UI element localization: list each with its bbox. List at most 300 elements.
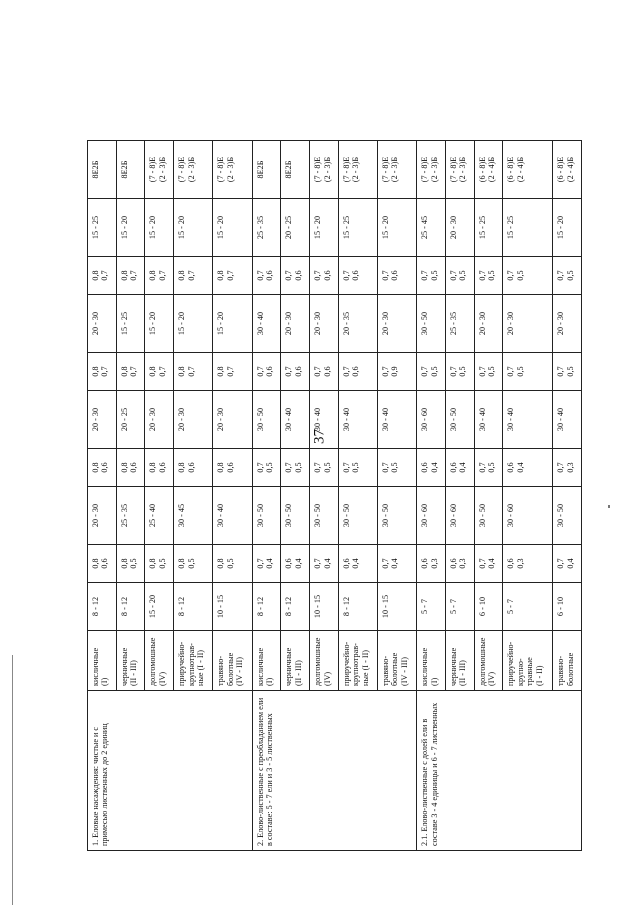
range-cell <box>213 583 252 631</box>
cell-value: (2 - 3)Б <box>322 156 332 183</box>
cell-value: 0,9 <box>390 366 400 377</box>
cell-value: 0,4 <box>515 462 525 473</box>
cell-value: 15 - 25 <box>477 215 487 240</box>
value-cell <box>174 295 213 353</box>
cell-value: 0,6 <box>322 366 332 377</box>
value-cell <box>474 487 503 545</box>
rotated-table-wrapper <box>87 61 582 851</box>
value-cell <box>446 391 475 449</box>
forest-type-line: (I - II) <box>534 665 544 686</box>
cell-value: 0,8 <box>148 366 158 377</box>
range-cell <box>378 583 417 631</box>
range-cell <box>338 583 377 631</box>
range-value: 6 - 10 <box>477 596 487 617</box>
value-cell <box>213 141 252 199</box>
cell-value: 0,6 <box>129 462 139 473</box>
value-cell <box>474 141 503 199</box>
cell-value: 0,7 <box>186 366 196 377</box>
value-cell <box>310 257 339 295</box>
cell-value: 30 - 60 <box>420 503 430 528</box>
value-cell <box>174 257 213 295</box>
range-value: 8 - 12 <box>341 596 351 617</box>
range-value: 8 - 12 <box>119 596 129 617</box>
cell-value: 0,8 <box>216 270 226 281</box>
cell-value: 0,5 <box>565 270 575 281</box>
cell-value: 0,5 <box>487 462 497 473</box>
cell-value: 0,8 <box>148 270 158 281</box>
value-cell <box>503 295 553 353</box>
group-title: 2. Елово-лиственные с преобладанием ели в составе: 5 - 7 ели и 3 - 5 лиственных <box>255 697 275 846</box>
table-body <box>88 61 582 851</box>
value-cell <box>503 449 553 487</box>
forest-type-cell <box>338 631 377 691</box>
cell-value: 0,7 <box>477 462 487 473</box>
value-cell <box>281 257 310 295</box>
value-cell <box>281 199 310 257</box>
forest-type-cell <box>281 631 310 691</box>
cell-value: 20 - 30 <box>91 311 100 336</box>
cell-value: 25 - 40 <box>148 503 158 528</box>
value-cell <box>338 353 377 391</box>
value-cell <box>116 353 145 391</box>
value-cell <box>474 545 503 583</box>
forest-type-line: (IV - III) <box>399 657 409 686</box>
range-cell <box>417 583 446 631</box>
cell-value: 15 - 20 <box>313 215 323 240</box>
value-cell <box>338 487 377 545</box>
cell-value: 0,5 <box>515 270 525 281</box>
cell-value: 0,6 <box>351 366 361 377</box>
table-row <box>88 61 117 851</box>
value-cell <box>417 391 446 449</box>
value-cell <box>145 353 174 391</box>
value-cell <box>310 391 339 449</box>
range-value: 5 - 7 <box>506 599 516 615</box>
forest-type-line: крупнотрав- <box>351 643 361 686</box>
value-cell <box>145 199 174 257</box>
forest-type-line: черничные <box>449 647 459 686</box>
group-title-cell <box>252 691 417 851</box>
forest-type-cell <box>310 631 339 691</box>
cell-value: 0,5 <box>265 462 275 473</box>
cell-value: 20 - 30 <box>216 407 226 432</box>
cell-value: 0,8 <box>119 366 129 377</box>
range-value: 6 - 10 <box>556 596 566 617</box>
value-cell <box>310 141 339 199</box>
range-value: 10 - 15 <box>313 594 323 619</box>
value-cell <box>174 391 213 449</box>
cell-value: 0,8 <box>177 270 187 281</box>
value-cell <box>88 449 117 487</box>
cell-value: (7 - 8)Е <box>313 156 323 183</box>
cell-value: 0,4 <box>265 558 275 569</box>
cell-value: 0,7 <box>313 462 323 473</box>
value-cell <box>252 487 281 545</box>
value-cell <box>213 391 252 449</box>
cell-value: 30 - 60 <box>506 503 516 528</box>
value-cell <box>417 487 446 545</box>
value-cell <box>417 141 446 199</box>
range-value: 10 - 15 <box>381 594 391 619</box>
value-cell <box>338 545 377 583</box>
cell-value: (7 - 8)Е <box>449 156 459 183</box>
value-cell <box>417 199 446 257</box>
forest-type-line: кисличные <box>91 647 100 686</box>
value-cell <box>446 487 475 545</box>
cell-value: 0,6 <box>390 270 400 281</box>
cell-value: 0,3 <box>515 558 525 569</box>
cell-value: 0,6 <box>100 462 110 473</box>
cell-value: 0,5 <box>129 558 139 569</box>
value-cell <box>474 295 503 353</box>
cell-value: 0,8 <box>177 462 187 473</box>
forest-type-line: крупно- <box>515 658 525 686</box>
cell-value: (7 - 8)Е <box>148 156 158 183</box>
forest-type-cell <box>116 631 145 691</box>
cell-value: 20 - 30 <box>313 311 323 336</box>
value-cell <box>281 353 310 391</box>
value-cell <box>446 141 475 199</box>
value-cell <box>503 257 553 295</box>
cell-value: 0,6 <box>420 462 430 473</box>
cell-value: 0,6 <box>449 462 459 473</box>
forest-type-line: приручейно- <box>177 641 187 686</box>
range-cell <box>281 583 310 631</box>
cell-value: 0,5 <box>565 366 575 377</box>
cell-value: 15 - 25 <box>119 311 129 336</box>
forest-type-line: (II - III) <box>129 660 139 686</box>
cell-value: 0,5 <box>322 462 332 473</box>
cell-value: (2 - 3)Б <box>390 156 400 183</box>
value-cell <box>281 487 310 545</box>
value-cell <box>378 391 417 449</box>
cell-value: 0,7 <box>100 270 110 281</box>
value-cell <box>378 353 417 391</box>
value-cell <box>338 257 377 295</box>
value-cell <box>174 487 213 545</box>
value-cell <box>88 295 117 353</box>
value-cell <box>252 449 281 487</box>
value-cell <box>378 487 417 545</box>
cell-value: 0,7 <box>420 366 430 377</box>
cell-value: 0,8 <box>148 462 158 473</box>
cell-value: 0,6 <box>293 366 303 377</box>
forest-type-line: травяно- <box>556 655 566 686</box>
cell-value: 0,5 <box>186 558 196 569</box>
forest-type-line: (I) <box>429 677 439 686</box>
forest-type-line: травные <box>525 657 535 686</box>
forest-type-line: черничные <box>119 647 129 686</box>
value-cell <box>474 257 503 295</box>
cell-value: 8Е2Б <box>91 160 100 179</box>
cell-value: 0,6 <box>186 462 196 473</box>
cell-value: 20 - 30 <box>381 311 391 336</box>
cell-value: 0,8 <box>91 366 100 377</box>
forest-type-cell <box>474 631 503 691</box>
cell-value: 15 - 20 <box>177 215 187 240</box>
value-cell <box>417 295 446 353</box>
value-cell <box>503 391 553 449</box>
cell-value: 0,7 <box>129 270 139 281</box>
cell-value: 0,5 <box>293 462 303 473</box>
cell-value: 0,4 <box>390 558 400 569</box>
range-value: 8 - 12 <box>177 596 187 617</box>
forest-type-line: приручейно- <box>341 641 351 686</box>
cell-value: (7 - 8)Е <box>381 156 391 183</box>
range-cell <box>174 583 213 631</box>
cell-value: 30 - 50 <box>255 407 265 432</box>
cell-value: 0,7 <box>100 366 110 377</box>
cell-value: 0,5 <box>351 462 361 473</box>
range-value: 5 - 7 <box>420 599 430 615</box>
value-cell <box>446 353 475 391</box>
value-cell <box>378 257 417 295</box>
value-cell <box>338 391 377 449</box>
cell-value: 0,7 <box>556 462 566 473</box>
forest-type-line: долгомошные <box>477 637 487 686</box>
range-cell <box>116 583 145 631</box>
range-cell <box>88 583 117 631</box>
cell-value: 0,7 <box>225 366 235 377</box>
cell-value: 15 - 25 <box>506 215 516 240</box>
cell-value: 8Е2Б <box>284 160 294 179</box>
cell-value: 15 - 20 <box>216 215 226 240</box>
cell-value: 0,7 <box>255 462 265 473</box>
forest-type-line: приручейно- <box>506 641 516 686</box>
cell-value: 0,6 <box>420 558 430 569</box>
value-cell <box>145 257 174 295</box>
cell-value: 20 - 25 <box>284 215 294 240</box>
forest-type-cell <box>88 631 117 691</box>
value-cell <box>378 295 417 353</box>
cell-value: (2 - 3)Б <box>429 156 439 183</box>
cell-value: 0,3 <box>458 558 468 569</box>
value-cell <box>474 199 503 257</box>
cell-value: 15 - 20 <box>556 215 566 240</box>
value-cell <box>310 353 339 391</box>
range-cell <box>145 583 174 631</box>
forest-type-line: (I) <box>265 677 275 686</box>
forest-type-cell <box>417 631 446 691</box>
cell-value: 0,6 <box>506 558 516 569</box>
value-cell <box>116 391 145 449</box>
cell-value: 0,7 <box>313 366 323 377</box>
cell-value: 8Е2Б <box>255 160 265 179</box>
cell-value: (7 - 8)Е <box>341 156 351 183</box>
cell-value: 30 - 60 <box>449 503 459 528</box>
cell-value: 30 - 45 <box>177 503 187 528</box>
value-cell <box>553 141 582 199</box>
forest-type-line: ные (I - II) <box>360 649 370 686</box>
value-cell <box>252 141 281 199</box>
cell-value: 0,7 <box>341 462 351 473</box>
cell-value: 20 - 30 <box>91 503 100 528</box>
cell-value: 30 - 40 <box>255 311 265 336</box>
range-value: 15 - 20 <box>148 594 158 619</box>
cell-value: 0,4 <box>429 462 439 473</box>
cell-value: 0,5 <box>458 270 468 281</box>
forest-type-line: ные (I - II) <box>196 649 206 686</box>
cell-value: 30 - 40 <box>477 407 487 432</box>
cell-value: 30 - 40 <box>341 407 351 432</box>
value-cell <box>174 545 213 583</box>
value-cell <box>88 545 117 583</box>
value-cell <box>503 545 553 583</box>
cell-value: 0,8 <box>177 558 187 569</box>
value-cell <box>310 449 339 487</box>
cell-value: (2 - 4)Б <box>565 156 575 183</box>
cell-value: 0,6 <box>506 462 516 473</box>
cell-value: 0,8 <box>91 462 100 473</box>
forest-type-cell <box>553 631 582 691</box>
cell-value: 15 - 20 <box>119 215 129 240</box>
forest-type-line: (I) <box>100 677 110 686</box>
cell-value: 0,6 <box>100 558 110 569</box>
value-cell <box>378 199 417 257</box>
cell-value: 0,7 <box>225 270 235 281</box>
range-value: 10 - 15 <box>216 594 226 619</box>
cell-value: 0,7 <box>506 366 516 377</box>
cell-value: 20 - 30 <box>177 407 187 432</box>
value-cell <box>417 449 446 487</box>
cell-value: 25 - 35 <box>119 503 129 528</box>
value-cell <box>474 391 503 449</box>
cell-value: 0,5 <box>157 558 167 569</box>
forest-type-line: (IV) <box>487 671 497 686</box>
cell-value: 0,7 <box>313 270 323 281</box>
cell-value: 20 - 30 <box>91 407 100 432</box>
cell-value: 0,6 <box>157 462 167 473</box>
cell-value: 0,7 <box>157 366 167 377</box>
value-cell <box>474 449 503 487</box>
cell-value: 0,6 <box>322 270 332 281</box>
cell-value: 0,5 <box>390 462 400 473</box>
value-cell <box>474 353 503 391</box>
cell-value: (6 - 8)Е <box>477 156 487 183</box>
value-cell <box>553 199 582 257</box>
group-title: 2.1. Елово-лиственные с долей ели в составе 3 - 4 единицы и 6 - 7 лиственных <box>420 702 439 846</box>
value-cell <box>281 449 310 487</box>
value-cell <box>310 545 339 583</box>
value-cell <box>553 257 582 295</box>
cell-value: 0,8 <box>91 270 100 281</box>
cell-value: 15 - 20 <box>216 311 226 336</box>
cell-value: 30 - 50 <box>284 503 294 528</box>
forest-type-cell <box>378 631 417 691</box>
cell-value: (2 - 4)Б <box>515 156 525 183</box>
cell-value: 0,8 <box>148 558 158 569</box>
value-cell <box>553 391 582 449</box>
value-cell <box>213 545 252 583</box>
value-cell <box>310 487 339 545</box>
cell-value: 0,6 <box>293 270 303 281</box>
cell-value: 0,8 <box>119 270 129 281</box>
cell-value: 0,7 <box>381 270 391 281</box>
value-cell <box>174 353 213 391</box>
cell-value: 0,5 <box>515 366 525 377</box>
value-cell <box>378 141 417 199</box>
cell-value: 0,7 <box>449 270 459 281</box>
cell-value: 0,7 <box>556 366 566 377</box>
cell-value: 20 - 30 <box>477 311 487 336</box>
cell-value: 30 - 40 <box>216 503 226 528</box>
cell-value: 20 - 35 <box>341 311 351 336</box>
cell-value: 30 - 50 <box>420 311 430 336</box>
forest-type-line: (II - III) <box>458 660 468 686</box>
cell-value: 30 - 50 <box>556 503 566 528</box>
value-cell <box>281 141 310 199</box>
range-cell <box>553 583 582 631</box>
cell-value: 0,8 <box>119 558 129 569</box>
value-cell <box>553 449 582 487</box>
page-number: 37 <box>311 429 328 444</box>
cell-value: (6 - 8)Е <box>506 156 516 183</box>
range-cell <box>474 583 503 631</box>
value-cell <box>446 449 475 487</box>
cell-value: 0,7 <box>284 270 294 281</box>
value-cell <box>503 487 553 545</box>
range-value: 8 - 12 <box>255 596 265 617</box>
value-cell <box>281 295 310 353</box>
cell-value: 30 - 50 <box>381 503 391 528</box>
forest-type-line: (IV) <box>157 671 167 686</box>
cell-value: 0,7 <box>255 558 265 569</box>
value-cell <box>116 449 145 487</box>
value-cell <box>145 141 174 199</box>
cell-value: (2 - 3)Б <box>351 156 361 183</box>
forest-type-cell <box>252 631 281 691</box>
value-cell <box>553 545 582 583</box>
value-cell <box>174 199 213 257</box>
forest-type-line: (II - III) <box>293 660 303 686</box>
forest-type-line: кисличные <box>255 647 265 686</box>
cell-value: 30 - 60 <box>420 407 430 432</box>
cell-value: 0,7 <box>255 270 265 281</box>
range-cell <box>446 583 475 631</box>
value-cell <box>378 449 417 487</box>
value-cell <box>116 141 145 199</box>
value-cell <box>213 487 252 545</box>
value-cell <box>503 199 553 257</box>
cell-value: 30 - 40 <box>284 407 294 432</box>
cell-value: 30 - 50 <box>449 407 459 432</box>
value-cell <box>252 199 281 257</box>
cell-value: 30 - 50 <box>255 503 265 528</box>
forest-type-line: черничные <box>284 647 294 686</box>
cell-value: 0,4 <box>487 558 497 569</box>
cell-value: 15 - 20 <box>148 311 158 336</box>
cell-value: 30 - 40 <box>313 407 323 432</box>
value-cell <box>252 295 281 353</box>
value-cell <box>145 545 174 583</box>
cell-value: 0,6 <box>265 270 275 281</box>
cell-value: (7 - 8)Е <box>420 156 430 183</box>
value-cell <box>88 353 117 391</box>
value-cell <box>310 199 339 257</box>
cell-value: 0,7 <box>341 270 351 281</box>
value-cell <box>417 257 446 295</box>
table-row <box>417 61 446 851</box>
cell-value: 0,7 <box>477 366 487 377</box>
cell-value: 30 - 50 <box>477 503 487 528</box>
cell-value: 0,5 <box>429 366 439 377</box>
value-cell <box>281 545 310 583</box>
range-cell <box>503 583 553 631</box>
cell-value: 0,7 <box>381 558 391 569</box>
value-cell <box>88 487 117 545</box>
cell-value: 0,7 <box>420 270 430 281</box>
cell-value: 0,7 <box>284 366 294 377</box>
